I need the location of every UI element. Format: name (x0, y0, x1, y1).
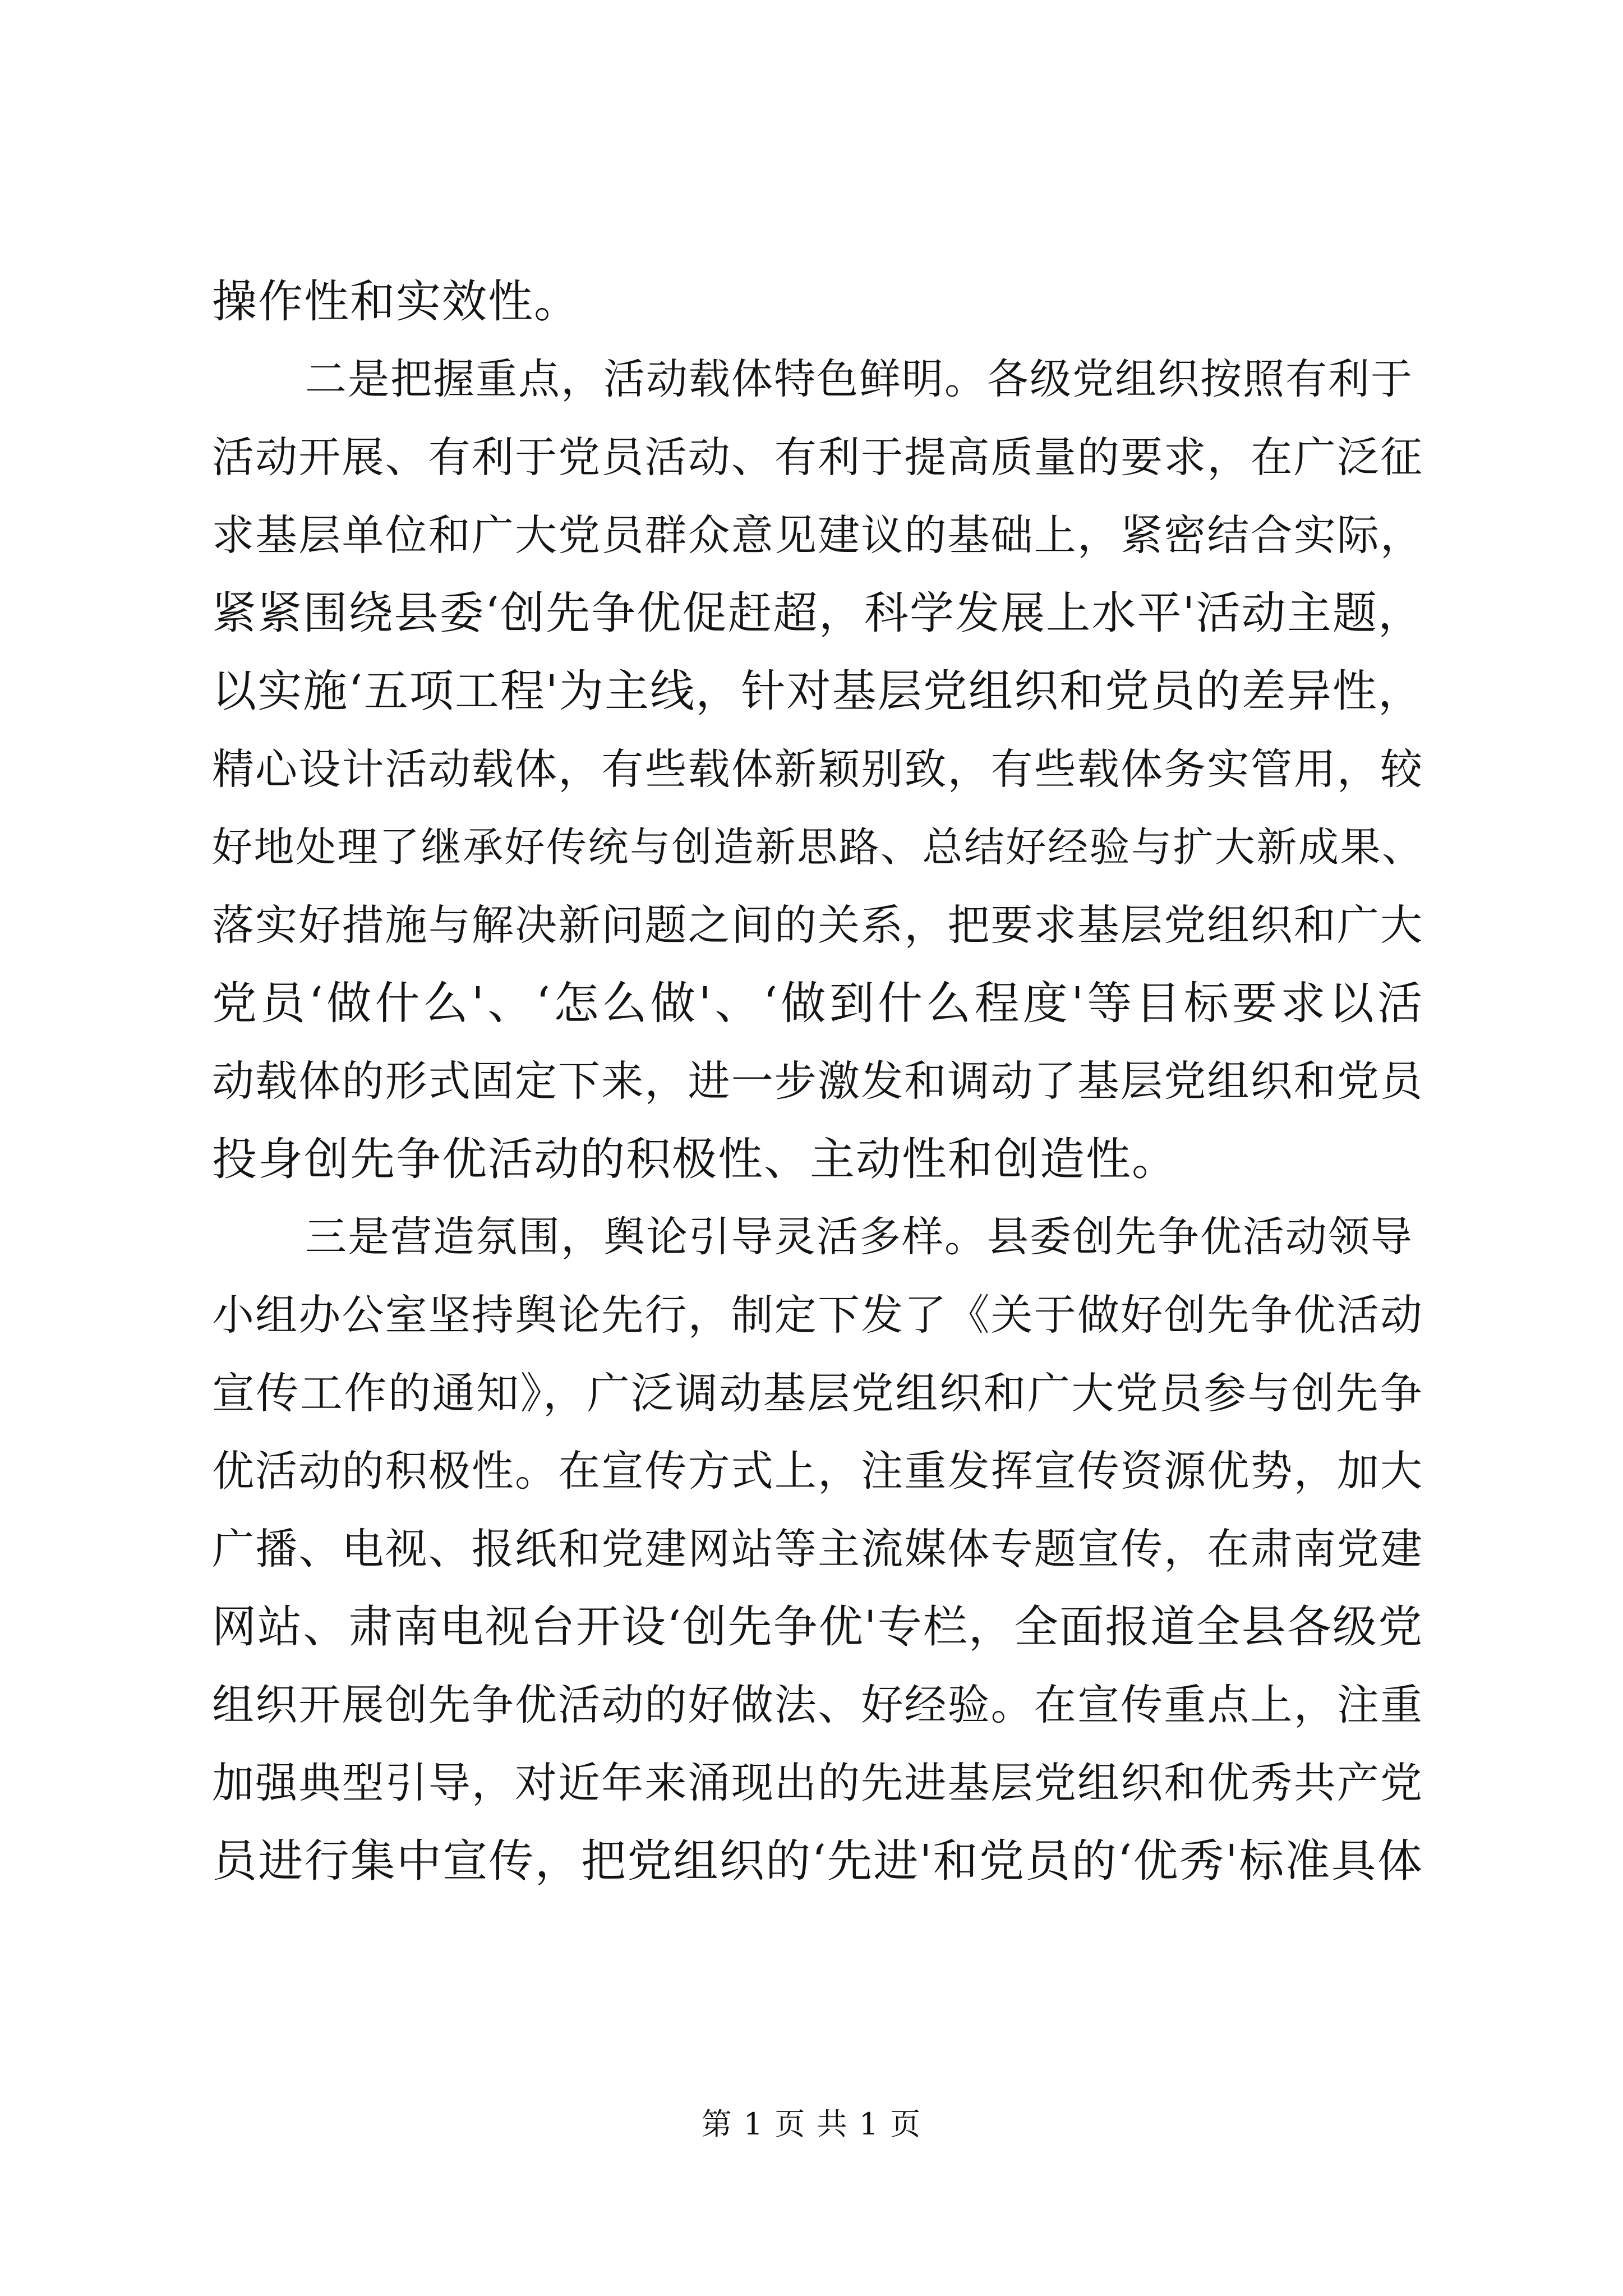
document-body (212, 263, 1423, 1900)
text-line: 好地处理了继承好传统与创造新思路、总结好经验与扩大新成果、 (212, 823, 1423, 871)
text-line: 精心设计活动载体，有些载体新颖别致，有些载体务实管用，较 (212, 744, 1423, 794)
text-line: 广播、电视、报纸和党建网站等主流媒体专题宣传，在肃南党建 (212, 1524, 1423, 1573)
page-footer: 第 1 页 共 1 页 (701, 2106, 922, 2142)
text-line: 操作性和实效性。 (212, 275, 580, 328)
paragraph-start-line: 二是把握重点，活动载体特色鲜明。各级党组织按照有利于 (305, 355, 1413, 403)
text-line: 动载体的形式固定下来，进一步激发和调动了基层党组织和党员 (212, 1056, 1423, 1106)
text-line: 优活动的积极性。在宣传方式上，注重发挥宣传资源优势，加大 (212, 1446, 1423, 1496)
text-line: 落实好措施与解决新问题之间的关系，把要求基层党组织和广大 (212, 900, 1423, 950)
text-line: 加强典型引导，对近年来涌现出的先进基层党组织和优秀共产党 (212, 1758, 1423, 1807)
paragraph-start-line: 三是营造氛围，舆论引导灵活多样。县委创先争优活动领导 (305, 1213, 1413, 1261)
text-line: 宣传工作的通知》，广泛调动基层党组织和广大党员参与创先争 (212, 1368, 1423, 1418)
text-line: 求基层单位和广大党员群众意见建议的基础上，紧密结合实际， (212, 510, 1423, 560)
text-line: 紧紧围绕县委‘创先争优促赶超，科学发展上水平'活动主题， (212, 587, 1423, 639)
text-line: 网站、肃南电视台开设‘创先争优'专栏，全面报道全县各级党 (212, 1601, 1423, 1653)
text-line: 组织开展创先争优活动的好做法、好经验。在宣传重点上，注重 (212, 1680, 1423, 1729)
text-line: 党员‘做什么'、‘怎么做'、‘做到什么程度'等目标要求以活 (212, 977, 1423, 1029)
text-line: 投身创先争优活动的积极性、主动性和创造性。 (212, 1133, 1178, 1185)
text-line: 小组办公室坚持舆论先行，制定下发了《关于做好创先争优活动 (212, 1290, 1423, 1340)
text-line: 活动开展、有利于党员活动、有利于提高质量的要求，在广泛征 (212, 432, 1423, 482)
text-line: 员进行集中宣传，把党组织的‘先进'和党员的‘优秀'标准具体 (212, 1835, 1423, 1887)
text-line: 以实施‘五项工程'为主线，针对基层党组织和党员的差异性， (212, 665, 1423, 717)
